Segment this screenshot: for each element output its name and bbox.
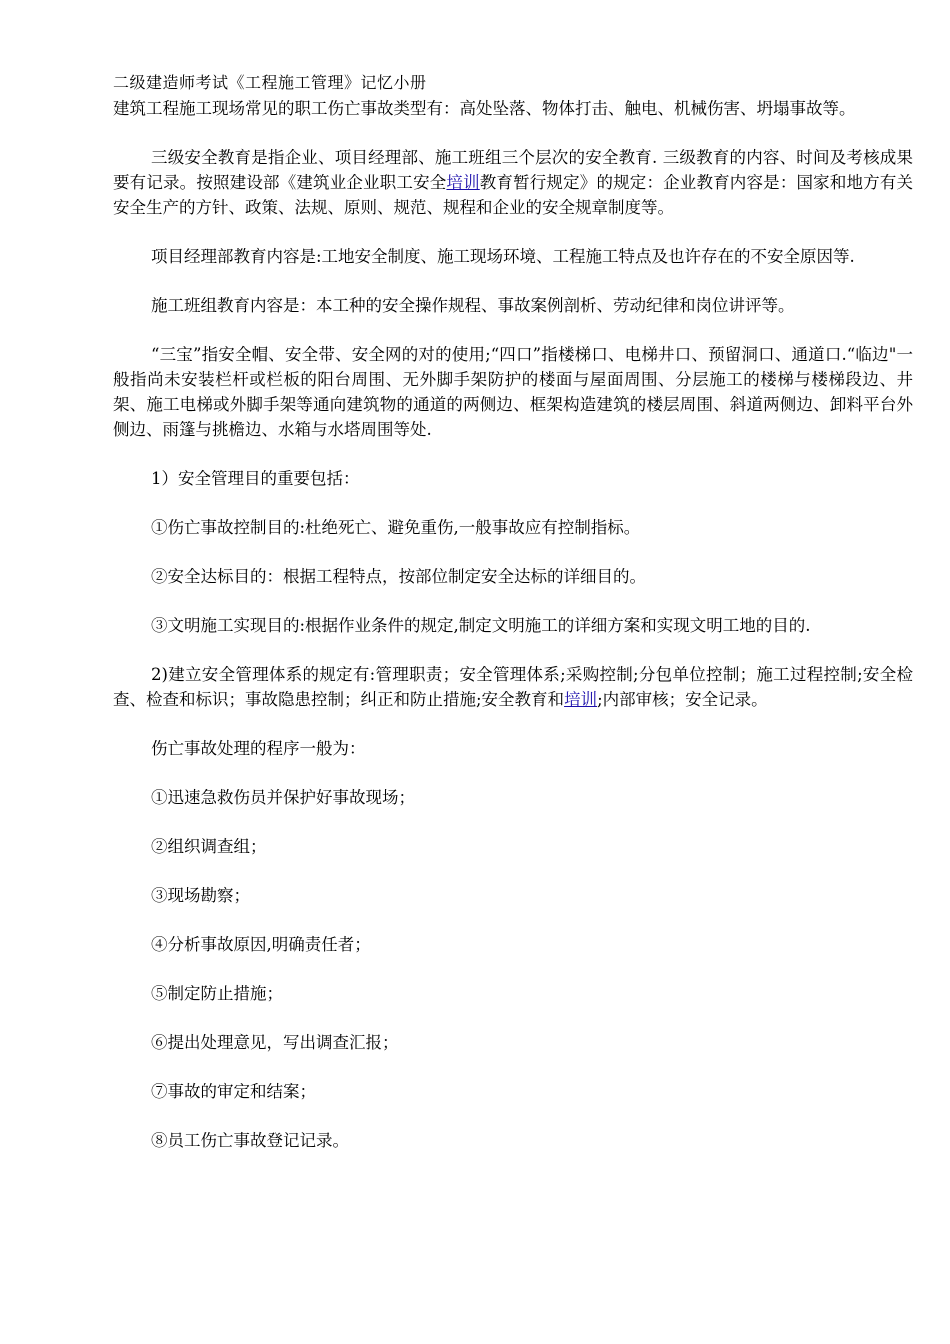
paragraph-goal-2: ②安全达标目的：根据工程特点，按部位制定安全达标的详细目的。	[151, 567, 646, 586]
document-page	[113, 70, 913, 1177]
paragraph-goal-1: ①伤亡事故控制目的:杜绝死亡、避免重伤,一般事故应有控制指标。	[151, 518, 641, 537]
procedure-step: ③现场勘察；	[151, 886, 250, 905]
procedure-step: ⑧员工伤亡事故登记记录。	[151, 1131, 349, 1150]
procedure-step: ④分析事故原因,明确责任者；	[151, 935, 371, 954]
procedure-step: ⑤制定防止措施；	[151, 984, 283, 1003]
paragraph-safety-goals-heading: 1）安全管理目的重要包括：	[151, 469, 360, 488]
paragraph-team-education: 施工班组教育内容是：本工种的安全操作规程、事故案例剖析、劳动纪律和岗位讲评等。	[151, 296, 795, 315]
document-title: 二级建造师考试《工程施工管理》记忆小册	[113, 73, 427, 92]
procedure-step: ①迅速急救伤员并保护好事故现场；	[151, 788, 415, 807]
paragraph-three-treasures: “三宝”指安全帽、安全带、安全网的对的使用;“四口”指楼梯口、电梯井口、预留洞口、通道口.“临边"一般指尚未安装栏杆或栏板的阳台周围、无外脚手架防护的楼面与屋面周围、分层施工的楼梯与楼梯段边、井架、施工电梯或外脚手架等通向建筑物的通道的两侧边、框架构造建筑的楼层周围、斜道两侧边、卸料平台外侧边、雨篷与挑檐边、水箱与水塔周围等处.	[113, 345, 913, 439]
text-span: 三级安全教育是指企业、项目经理部、施工班组三个层次的安全教育. 三级教育的内容、时间及考核成果要有记录。按照建设部《建筑业企业职工安全	[113, 148, 913, 192]
text-span: ;内部审核；安全记录。	[597, 690, 768, 709]
paragraph-procedure-heading: 伤亡事故处理的程序一般为：	[151, 739, 366, 758]
paragraph-accident-types: 建筑工程施工现场常见的职工伤亡事故类型有：高处坠落、物体打击、触电、机械伤害、坍塌事故等。	[113, 99, 856, 118]
paragraph-management-system	[113, 662, 913, 712]
procedure-step: ⑥提出处理意见，写出调查汇报；	[151, 1033, 399, 1052]
paragraph-goal-3: ③文明施工实现目的:根据作业条件的规定,制定文明施工的详细方案和实现文明工地的目的.	[151, 616, 811, 635]
training-link[interactable]: 培训	[446, 173, 480, 192]
training-link[interactable]: 培训	[564, 690, 598, 709]
paragraph-project-dept-education: 项目经理部教育内容是:工地安全制度、施工现场环境、工程施工特点及也许存在的不安全原因等.	[151, 247, 855, 266]
text-span: 2)建立安全管理体系的规定有:管理职责；安全管理体系;采购控制;分包单位控制；施工过程控制;安全检查、检查和标识；事故隐患控制；纠正和防止措施;安全教育和	[113, 665, 913, 709]
procedure-step: ②组织调查组；	[151, 837, 267, 856]
text-span: 教育暂行规定》的规定：企业教育内容是：国家和地方有关安全生产的方针、政策、法规、原则、规范、规程和企业的安全规章制度等。	[113, 173, 914, 217]
procedure-step: ⑦事故的审定和结案；	[151, 1082, 316, 1101]
paragraph-three-level-education	[113, 145, 913, 220]
